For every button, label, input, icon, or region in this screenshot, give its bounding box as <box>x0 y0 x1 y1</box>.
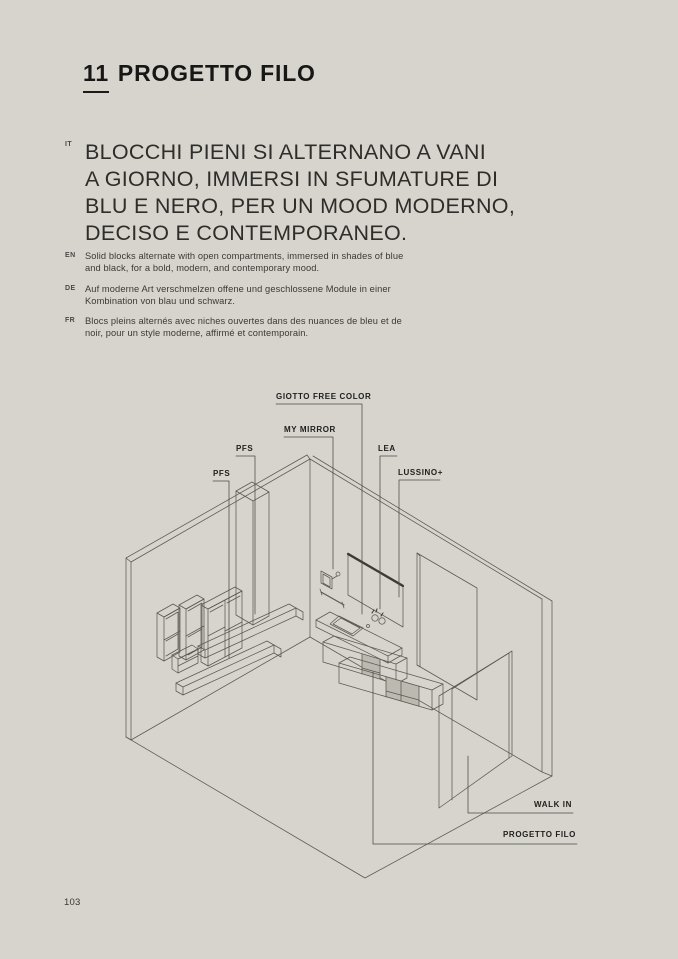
chapter-title: PROGETTO FILO <box>117 60 316 86</box>
intro-line: A GIORNO, IMMERSI IN SFUMATURE DI <box>85 167 499 191</box>
chapter-number: 11 <box>83 60 109 93</box>
translation-line: Solid blocks alternate with open compartments, immersed in shades of blue <box>85 251 404 261</box>
page-number: 103 <box>64 897 81 908</box>
lang-tag-it: IT <box>65 141 73 148</box>
translation-line: noir, pour un style moderne, affirmé et contemporain. <box>85 328 309 339</box>
label-lussino: LUSSINO+ <box>398 468 444 477</box>
translation-line: Auf moderne Art verschmelzen offene und geschlossene Module in einer <box>85 284 391 294</box>
label-progetto-filo: PROGETTO FILO <box>503 830 576 839</box>
accessories <box>372 609 385 624</box>
washbasin-counter <box>316 612 402 663</box>
wall-panel <box>236 482 269 625</box>
translation-line: and black, for a bold, modern, and contemporary mood. <box>85 263 320 274</box>
intro-line: BLU E NERO, PER UN MOOD MODERNO, <box>85 194 516 218</box>
lang-tag-fr: FR <box>65 317 76 324</box>
translation-line: Kombination von blau und schwarz. <box>85 296 236 307</box>
lang-tag-en: EN <box>65 252 76 259</box>
label-my-mirror: MY MIRROR <box>284 425 336 434</box>
walk-in-partition <box>439 651 512 808</box>
mirror <box>348 553 403 627</box>
leader-lines <box>213 404 577 844</box>
vanity-cabinets <box>323 636 443 710</box>
label-giotto-free-color: GIOTTO FREE COLOR <box>276 392 372 401</box>
translation-line: Blocs pleins alternés avec niches ouvertes dans des nuances de bleu et de <box>85 316 402 326</box>
label-lea: LEA <box>378 444 396 453</box>
towel-rail <box>320 589 344 608</box>
label-pfs-upper: PFS <box>236 444 254 453</box>
label-walk-in: WALK IN <box>534 800 572 809</box>
label-pfs-lower: PFS <box>213 469 231 478</box>
small-mirror <box>321 571 340 589</box>
intro-line: DECISO E CONTEMPORANEO. <box>85 221 408 245</box>
lang-tag-de: DE <box>65 285 76 292</box>
intro-line: BLOCCHI PIENI SI ALTERNANO A VANI <box>85 140 486 164</box>
